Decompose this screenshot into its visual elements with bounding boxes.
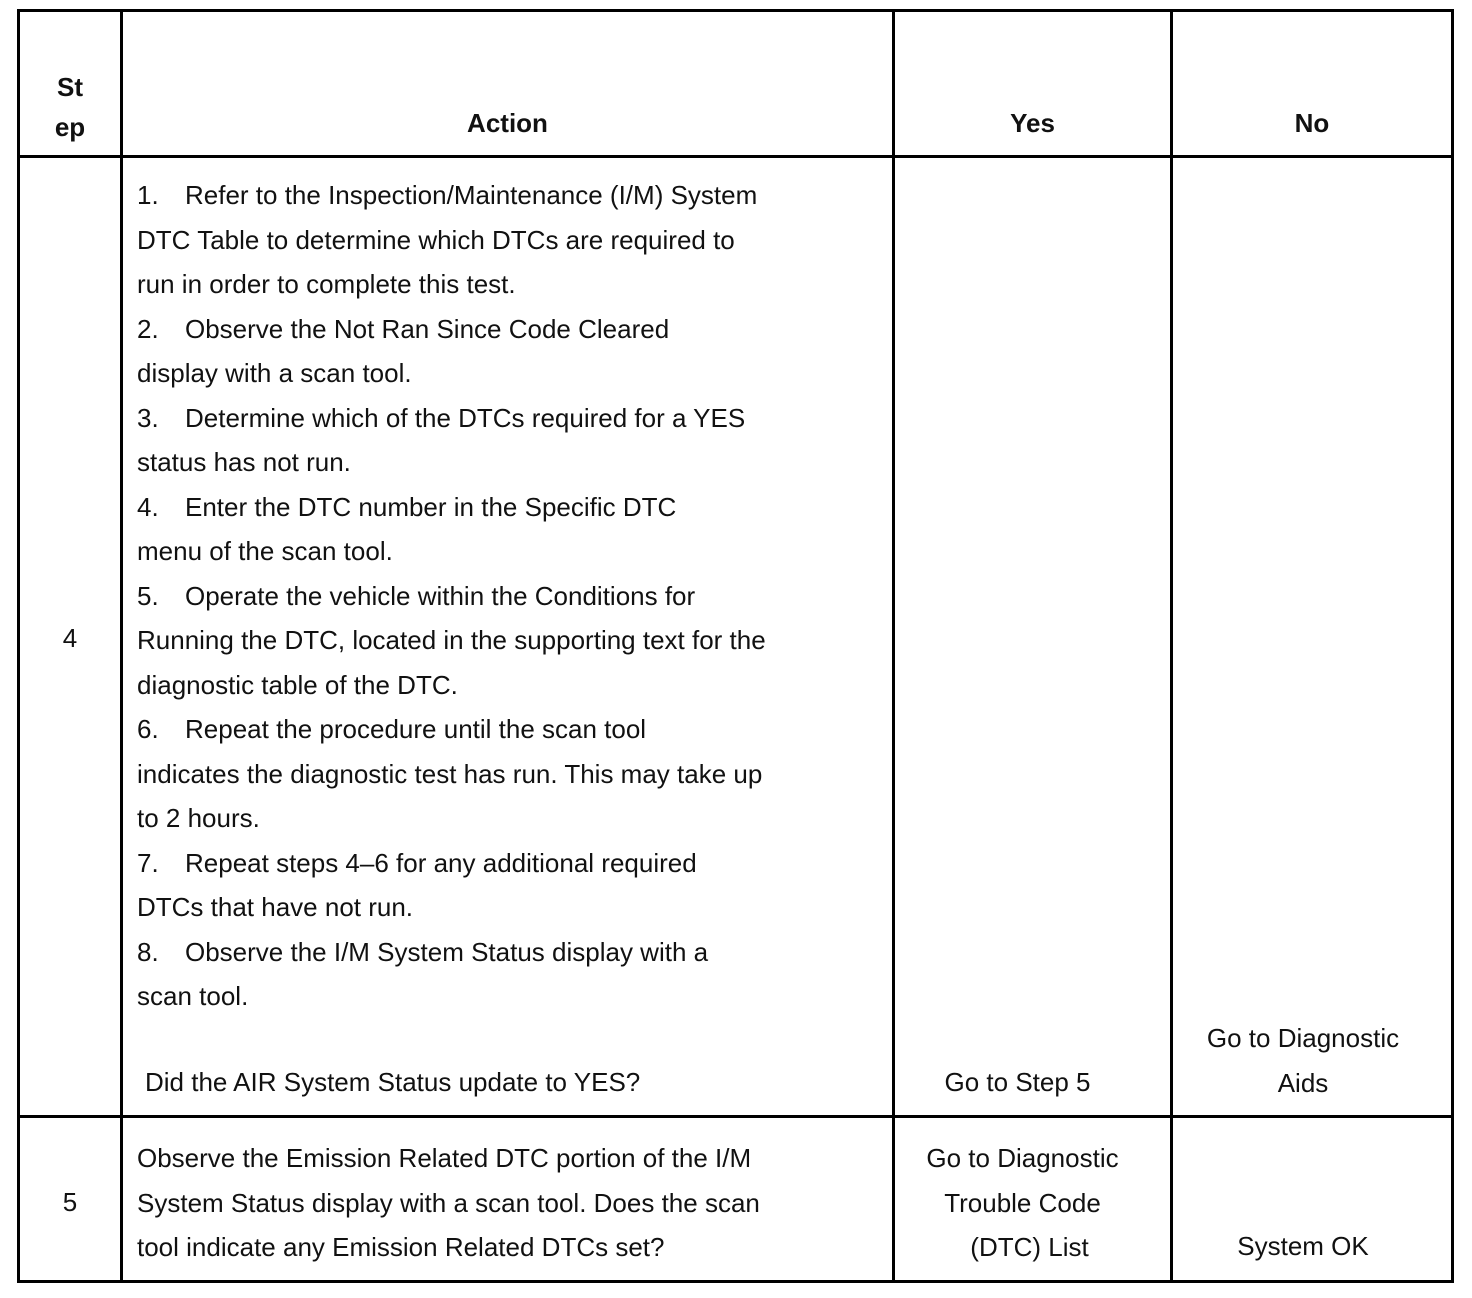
row4-question: Did the AIR System Status update to YES? <box>145 1067 641 1097</box>
action-step-text: Repeat the procedure until the scan tool <box>185 714 647 744</box>
row5-yes-text: (DTC) List <box>970 1232 1089 1262</box>
action-step-text: Enter the DTC number in the Specific DTC <box>185 491 677 522</box>
action-step-text: Refer to the Inspection/Maintenance (I/M) System <box>185 180 758 210</box>
row4-no-text: Go to Diagnostic <box>1206 1023 1400 1053</box>
action-step-number: 1. <box>137 180 159 210</box>
action-step-text: menu of the scan tool. <box>137 536 393 566</box>
action-step-number: 7. <box>137 847 159 878</box>
action-step-text: Determine which of the DTCs required for a YES <box>185 402 746 433</box>
row5-action <box>137 1136 887 1270</box>
row4-step: 4 <box>62 623 78 653</box>
row5-no <box>1173 1224 1433 1269</box>
action-step-7 <box>137 841 887 930</box>
action-step-number: 4. <box>137 491 159 522</box>
row4-yes-text: Go to Step 5 <box>944 1067 1091 1097</box>
action-step-3 <box>137 396 887 485</box>
action-step-text: Running the DTC, located in the supporting text for the <box>137 625 766 655</box>
action-step-1 <box>137 173 887 307</box>
action-step-text: indicates the diagnostic test has run. This may take up <box>137 758 763 789</box>
action-step-text: run in order to complete this test. <box>137 269 516 299</box>
action-step-number: 6. <box>137 714 159 744</box>
action-step-text: DTC Table to determine which DTCs are required to <box>137 224 735 255</box>
action-step-8 <box>137 930 887 1019</box>
action-step-text: Observe the I/M System Status display with a <box>185 936 709 967</box>
action-step-text: DTCs that have not run. <box>137 892 414 922</box>
action-step-text: Operate the vehicle within the Conditions for <box>185 580 696 611</box>
action-step-number: 5. <box>137 580 159 611</box>
action-step-text: diagnostic table of the DTC. <box>137 669 458 700</box>
action-step-2 <box>137 307 887 396</box>
action-step-text: scan tool. <box>137 981 249 1011</box>
row4-action <box>137 173 887 1019</box>
header-no: No <box>1294 108 1330 138</box>
row5-action-text: Observe the Emission Related DTC portion of the I/M <box>137 1143 752 1173</box>
row4-yes <box>895 1060 1140 1105</box>
action-step-number: 3. <box>137 402 159 433</box>
row4-no <box>1173 1016 1433 1105</box>
row5-action-text: tool indicate any Emission Related DTCs set? <box>137 1232 665 1262</box>
row5-yes-text: Trouble Code <box>944 1187 1101 1218</box>
row-divider <box>20 1115 1451 1118</box>
action-step-6 <box>137 707 887 841</box>
action-step-5 <box>137 574 887 708</box>
row4-no-text: Aids <box>1277 1067 1329 1098</box>
header-step-line2: ep <box>54 112 86 142</box>
action-step-text: display with a scan tool. <box>137 358 412 388</box>
action-step-text: status has not run. <box>137 447 351 477</box>
action-step-text: to 2 hours. <box>137 803 260 833</box>
header-step <box>20 67 120 147</box>
action-step-number: 2. <box>137 313 159 344</box>
column-divider <box>120 12 123 1280</box>
action-step-text: Observe the Not Ran Since Code Cleared <box>185 313 670 344</box>
action-step-text: Repeat steps 4–6 for any additional required <box>185 847 697 878</box>
row5-yes-text: Go to Diagnostic <box>926 1143 1119 1173</box>
row5-action-text: System Status display with a scan tool. Does the scan <box>137 1187 760 1218</box>
action-step-number: 8. <box>137 936 159 967</box>
header-yes: Yes <box>1010 108 1055 138</box>
diagnostic-table <box>17 9 1454 1283</box>
action-step-4 <box>137 485 887 574</box>
row-divider <box>20 155 1451 158</box>
row5-step: 5 <box>62 1187 78 1217</box>
row5-yes <box>895 1136 1150 1270</box>
header-action: Action <box>467 108 548 138</box>
row5-no-text: System OK <box>1237 1231 1369 1261</box>
header-step-line1: St <box>57 72 83 102</box>
